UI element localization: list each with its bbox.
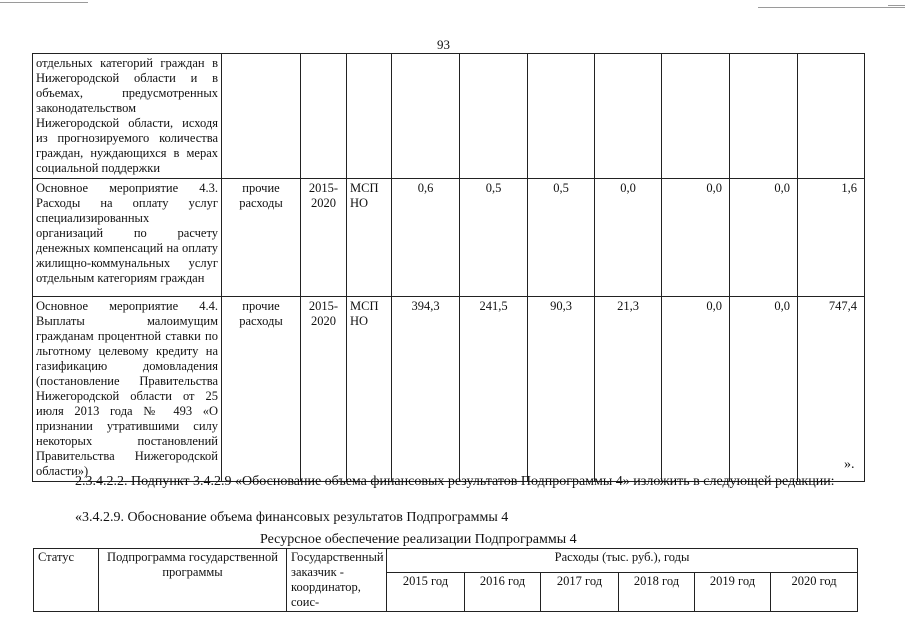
value-cell: 747,4 [798, 297, 865, 482]
closing-quote-mark: ». [844, 457, 855, 472]
year-header: 2016 год [465, 573, 541, 612]
value-cell: 21,3 [595, 297, 662, 482]
value-cell: 0,5 [528, 179, 595, 297]
period-cell: 2015-2020 [301, 297, 347, 482]
period-cell [301, 54, 347, 179]
value-cell [528, 54, 595, 179]
table-row [33, 179, 865, 297]
description-cell: Основное мероприятие 4.4. Выплаты малоимущим гражданам процентной ставки по льготному целевому кредиту на газификацию домовладения (постановление Правительства Нижегородской области от 25 июля 2013 года № 493 «О признании утратившими силу некоторых постановлений Правительства Нижегородской области») [33, 297, 222, 482]
paragraph-amendment: 2.3.4.2.2. Подпункт 3.4.2.9 «Обоснование объема финансовых результатов Подпрограммы 4» изложить в следующей редакции: [75, 474, 835, 489]
value-cell [460, 54, 528, 179]
table-row [33, 297, 865, 482]
resource-table-caption: Ресурсное обеспечение реализации Подпрограммы 4 [260, 532, 577, 547]
value-cell [662, 54, 730, 179]
page-number: 93 [437, 37, 450, 52]
executor-cell: МСП НО [347, 297, 392, 482]
resource-table [33, 548, 858, 612]
executor-cell [347, 54, 392, 179]
description-cell: Основное мероприятие 4.3. Расходы на оплату услуг специализированных организаций по расчету денежных компенсаций на оплату жилищно-коммунальных услуг отдельным категориям граждан [33, 179, 222, 297]
value-cell: 0,0 [662, 297, 730, 482]
value-cell: 0,0 [730, 297, 798, 482]
value-cell [730, 54, 798, 179]
value-cell: 0,0 [730, 179, 798, 297]
year-header: 2019 год [695, 573, 771, 612]
value-cell: 394,3 [392, 297, 460, 482]
year-header: 2015 год [387, 573, 465, 612]
header-expenses: Расходы (тыс. руб.), годы [387, 549, 858, 573]
year-header: 2018 год [619, 573, 695, 612]
description-cell: отдельных категорий граждан в Нижегородской области и в объемах, предусмотренных законодательством Нижегородской области, исходя из прогнозируемого количества граждан, нуждающихся в мерах социальной поддержки [33, 54, 222, 179]
paragraph-section-title: «3.4.2.9. Обоснование объема финансовых результатов Подпрограммы 4 [75, 510, 509, 525]
scan-line-right-edge [888, 5, 905, 6]
value-cell: 90,3 [528, 297, 595, 482]
scan-line-top-left [0, 2, 88, 3]
year-header: 2017 год [541, 573, 619, 612]
value-cell [798, 54, 865, 179]
value-cell [392, 54, 460, 179]
expense-type-cell: прочие расходы [222, 179, 301, 297]
executor-cell: МСП НО [347, 179, 392, 297]
value-cell: 0,0 [662, 179, 730, 297]
header-customer: Государственный заказчик - координатор, соис- [287, 549, 387, 612]
expense-type-cell [222, 54, 301, 179]
value-cell: 0,6 [392, 179, 460, 297]
value-cell: 1,6 [798, 179, 865, 297]
year-header: 2020 год [771, 573, 858, 612]
value-cell: 241,5 [460, 297, 528, 482]
expense-type-cell: прочие расходы [222, 297, 301, 482]
value-cell: 0,5 [460, 179, 528, 297]
value-cell: 0,0 [595, 179, 662, 297]
header-subprogram: Подпрограмма государственной программы [99, 549, 287, 612]
value-cell [595, 54, 662, 179]
table-row [33, 54, 865, 179]
header-status: Статус [34, 549, 99, 612]
period-cell: 2015-2020 [301, 179, 347, 297]
expenses-table [32, 53, 865, 482]
scan-line-top-right [758, 7, 905, 8]
